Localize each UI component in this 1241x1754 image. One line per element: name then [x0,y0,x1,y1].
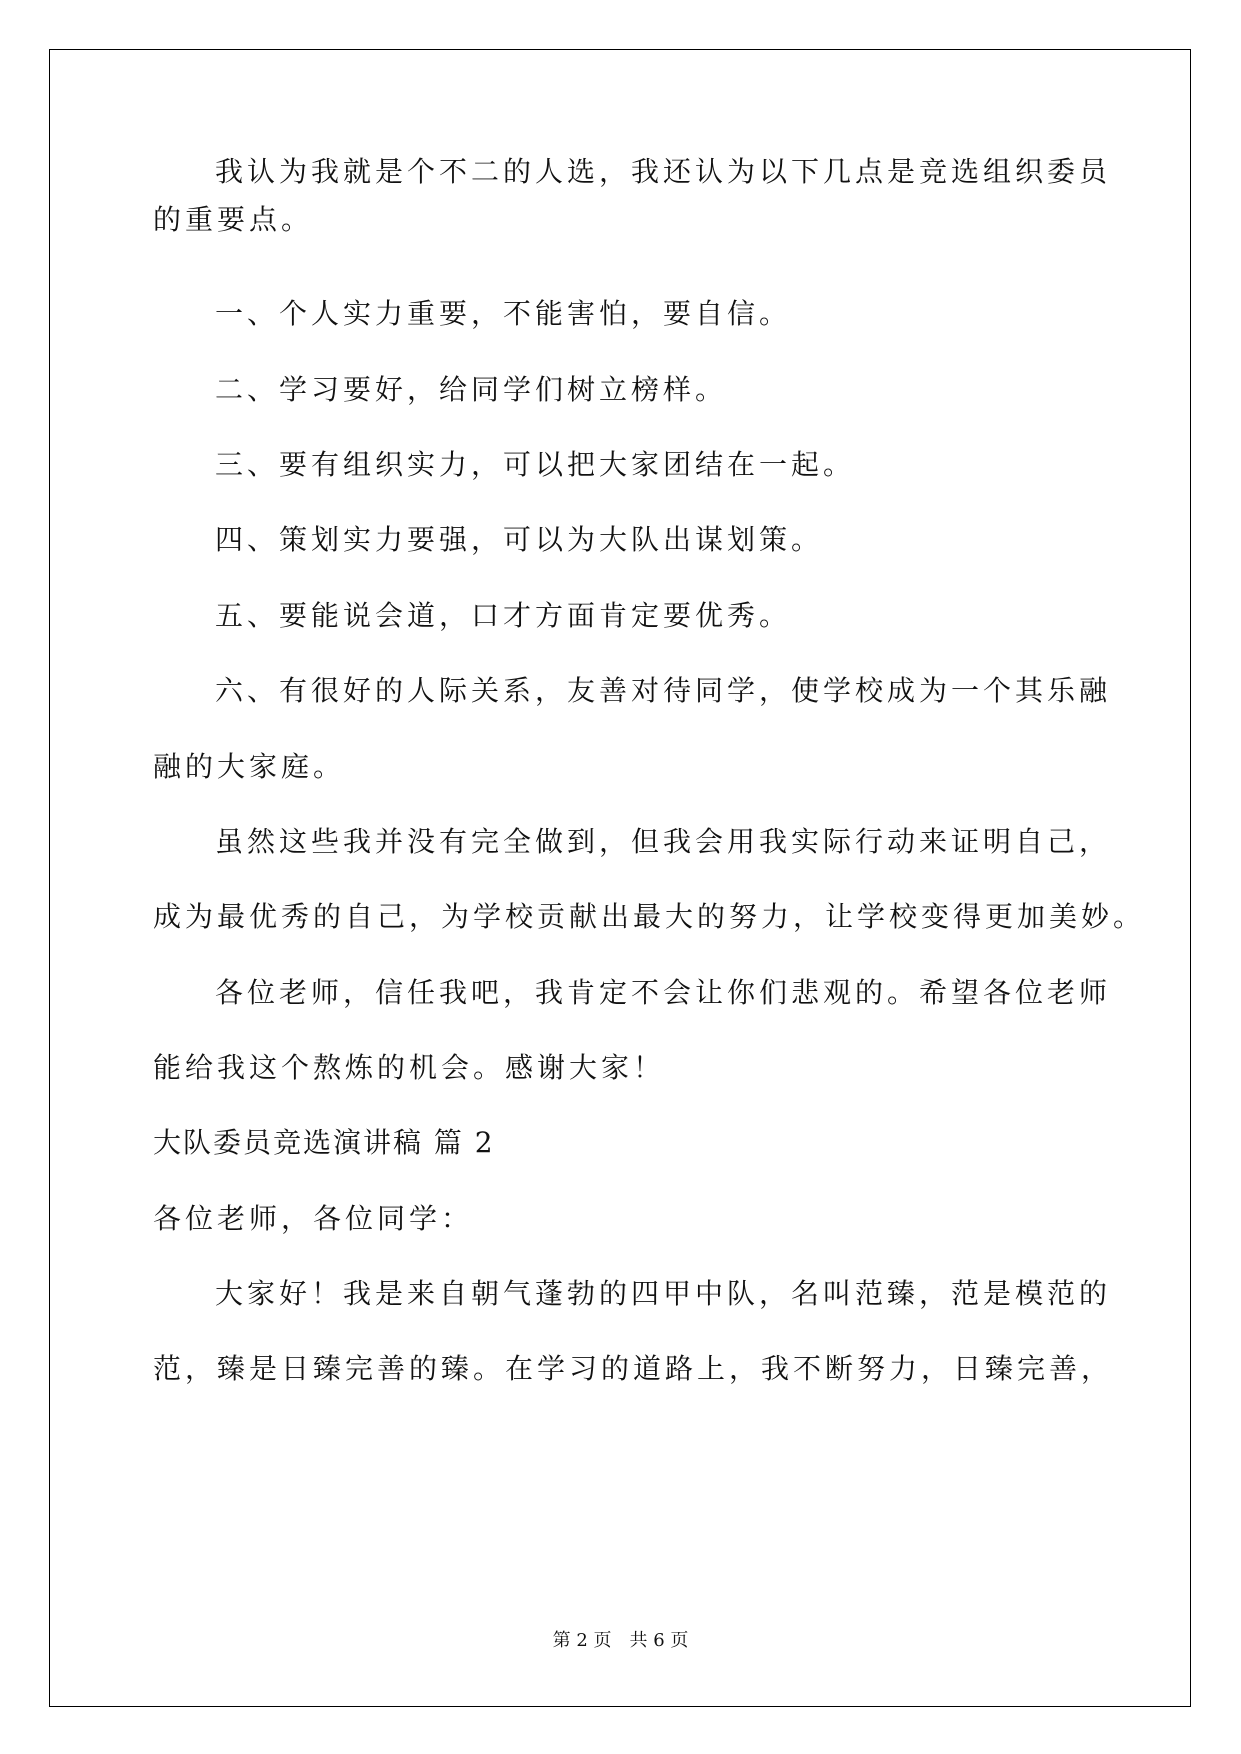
paragraph-line: 各位老师，信任我吧，我肯定不会让你们悲观的。希望各位老师 [215,976,1112,1009]
paragraph-line: 融的大家庭。 [153,750,346,783]
salutation-line: 各位老师，各位同学： [153,1202,474,1235]
paragraph-line: 四、策划实力要强，可以为大队出谋划策。 [215,523,824,556]
page-number-footer: 第 2 页 共 6 页 [552,1630,689,1651]
paragraph-line: 成为最优秀的自己，为学校贡献出最大的努力，让学校变得更加美妙。 [153,900,1146,933]
paragraph-line: 范，臻是日臻完善的臻。在学习的道路上，我不断努力，日臻完善， [153,1352,1114,1385]
paragraph-line: 能给我这个熬炼的机会。感谢大家！ [153,1051,666,1084]
paragraph-line: 虽然这些我并没有完全做到，但我会用我实际行动来证明自己， [215,825,1112,858]
paragraph-line: 六、有很好的人际关系，友善对待同学，使学校成为一个其乐融 [215,674,1112,707]
paragraph-line: 大家好！我是来自朝气蓬勃的四甲中队，名叫范臻，范是模范的 [215,1277,1112,1310]
section-heading: 大队委员竞选演讲稿 篇 2 [153,1126,495,1159]
paragraph-line: 我认为我就是个不二的人选，我还认为以下几点是竞选组织委员 [215,155,1112,188]
paragraph-line: 五、要能说会道，口才方面肯定要优秀。 [215,599,792,632]
paragraph-line: 的重要点。 [153,203,314,236]
paragraph-line: 二、学习要好，给同学们树立榜样。 [215,373,728,406]
paragraph-line: 三、要有组织实力，可以把大家团结在一起。 [215,448,856,481]
paragraph-line: 一、个人实力重要，不能害怕，要自信。 [215,297,792,330]
